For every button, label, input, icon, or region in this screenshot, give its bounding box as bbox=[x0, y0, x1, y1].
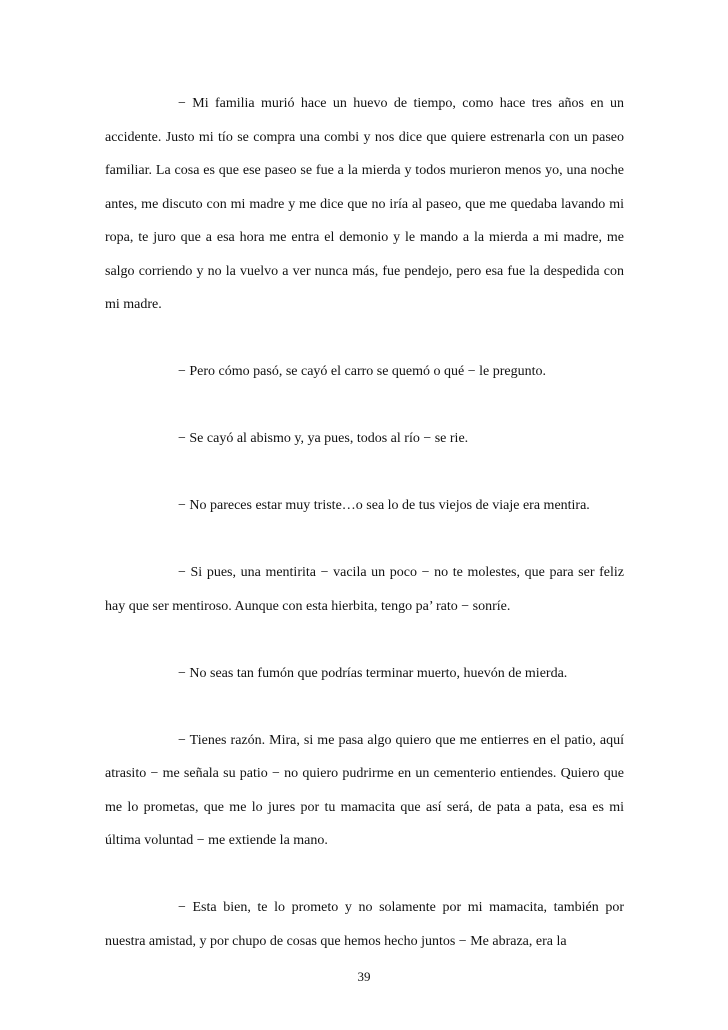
paragraph: − Si pues, una mentirita − vacila un poco − no te molestes, que para ser feliz hay que ser mentiroso. Aunque con esta hierbita, tengo pa’ rato − sonríe. bbox=[105, 565, 624, 614]
paragraph: − No seas tan fumón que podrías terminar muerto, huevón de mierda. bbox=[178, 665, 568, 681]
paragraph: − Tienes razón. Mira, si me pasa algo quiero que me entierres en el patio, aquí atrasito − me señala su patio − no quiero pudrirme en un cementerio entiendes. Quiero que me lo prometas, que me lo jures por tu mamacita que así será, de pata a pata, esa es mi última voluntad − me extiende la mano. bbox=[105, 732, 624, 848]
paragraph: − Esta bien, te lo prometo y no solamente por mi mamacita, también por nuestra amistad, y por chupo de cosas que hemos hecho juntos − Me abraza, era la bbox=[105, 900, 624, 949]
body-text bbox=[105, 87, 624, 958]
paragraph: − Se cayó al abismo y, ya pues, todos al río − se rie. bbox=[178, 431, 469, 446]
paragraph: − Mi familia murió hace un huevo de tiempo, como hace tres años en un accidente. Justo mi tío se compra una combi y nos dice que quiere estrenarla con un paseo familiar. La cosa es que ese paseo se fue a la mierda y todos murieron menos yo, una noche antes, me discuto con mi madre y me dice que no iría al paseo, que me quedaba lavando mi ropa, te juro que a esa hora me entra el demonio y le mando a la mierda a mi madre, me salgo corriendo y no la vuelvo a ver nunca más, fue pendejo, pero esa fue la despedida con mi madre. bbox=[105, 96, 624, 312]
page-number: 39 bbox=[357, 969, 371, 984]
paragraph: − No pareces estar muy triste…o sea lo de tus viejos de viaje era mentira. bbox=[178, 498, 590, 513]
paragraph: − Pero cómo pasó, se cayó el carro se quemó o qué − le pregunto. bbox=[178, 364, 547, 379]
